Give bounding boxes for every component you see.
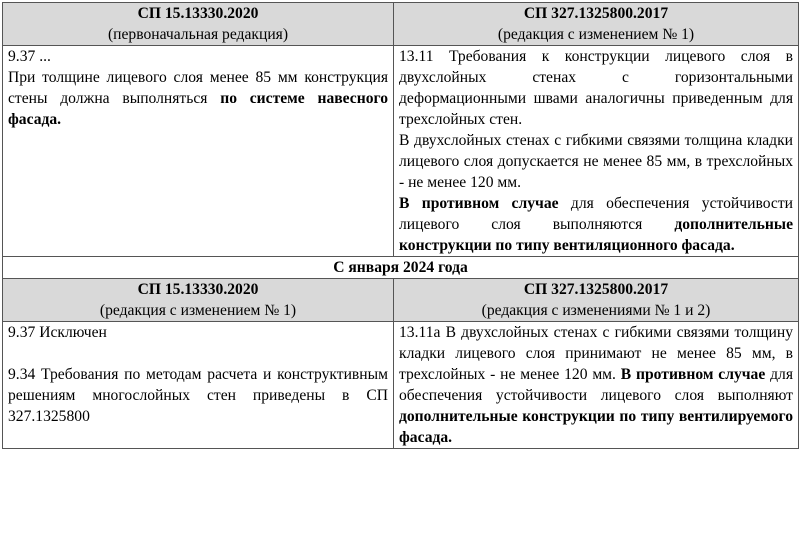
body-cell-left-2 — [3, 322, 394, 449]
header-title: СП 327.1325800.2017 — [523, 281, 669, 298]
paragraph-gap — [8, 343, 388, 364]
header-row-2 — [3, 279, 799, 322]
header-subtitle: (редакция с изменением № 1) — [99, 302, 297, 319]
separator-row — [3, 257, 799, 279]
clause-text: 13.11а В двухслойных стенах с гибкими связями толщину кладки лицевого слоя принимают не менее 85 мм, в трехслойных - не менее 120 мм. — [399, 324, 793, 383]
clause-text: для обеспечения устойчивости лицевого слоя выполняют — [399, 366, 793, 404]
body-cell-right-1 — [394, 46, 799, 257]
body-row-2 — [3, 322, 799, 449]
header-title: СП 15.13330.2020 — [137, 5, 259, 22]
header-subtitle: (редакция с изменениями № 1 и 2) — [481, 302, 711, 319]
clause-emphasis: В противном случае — [399, 195, 559, 212]
header-row-1 — [3, 3, 799, 46]
header-cell-left-1 — [3, 3, 394, 46]
header-subtitle: (первоначальная редакция) — [107, 26, 289, 43]
body-row-1 — [3, 46, 799, 257]
header-title: СП 15.13330.2020 — [137, 281, 259, 298]
header-cell-left-2 — [3, 279, 394, 322]
header-subtitle: (редакция с изменением № 1) — [497, 26, 695, 43]
clause-paragraph — [399, 193, 793, 256]
header-cell-right-1 — [394, 3, 799, 46]
clause-line: 9.37 ... — [8, 48, 51, 65]
clause-text: При толщине лицевого слоя менее 85 мм конструкция стены должна выполняться — [8, 69, 388, 107]
separator-label: С января 2024 года — [3, 257, 799, 279]
clause-paragraph — [399, 322, 793, 448]
comparison-table — [2, 2, 799, 449]
clause-line: 9.37 Исключен — [8, 324, 107, 341]
header-cell-right-2 — [394, 279, 799, 322]
clause-emphasis: В противном случае — [620, 366, 766, 383]
clause-emphasis: дополнительные конструкции по типу вентиляционного фасада. — [399, 216, 793, 254]
clause-paragraph — [8, 67, 388, 130]
clause-emphasis: по системе навесного фасада. — [8, 90, 388, 128]
clause-text: для обеспечения устойчивости лицевого слоя выполняются — [399, 195, 793, 233]
clause-paragraph: 13.11 Требования к конструкции лицевого слоя в двухслойных стенах с горизонтальными деформационными швами аналогичны приведенным для трехслойных стен. — [399, 48, 793, 128]
clause-paragraph: В двухслойных стенах с гибкими связями толщина кладки лицевого слоя допускается не менее 85 мм, в трехслойных - не менее 120 мм. — [399, 132, 793, 191]
body-cell-left-1 — [3, 46, 394, 257]
clause-paragraph: 9.34 Требования по методам расчета и конструктивным решениям многослойных стен приведены в СП 327.1325800 — [8, 366, 388, 425]
clause-emphasis: дополнительные конструкции по типу вентилируемого фасада. — [399, 408, 793, 446]
body-cell-right-2 — [394, 322, 799, 449]
header-title: СП 327.1325800.2017 — [523, 5, 669, 22]
